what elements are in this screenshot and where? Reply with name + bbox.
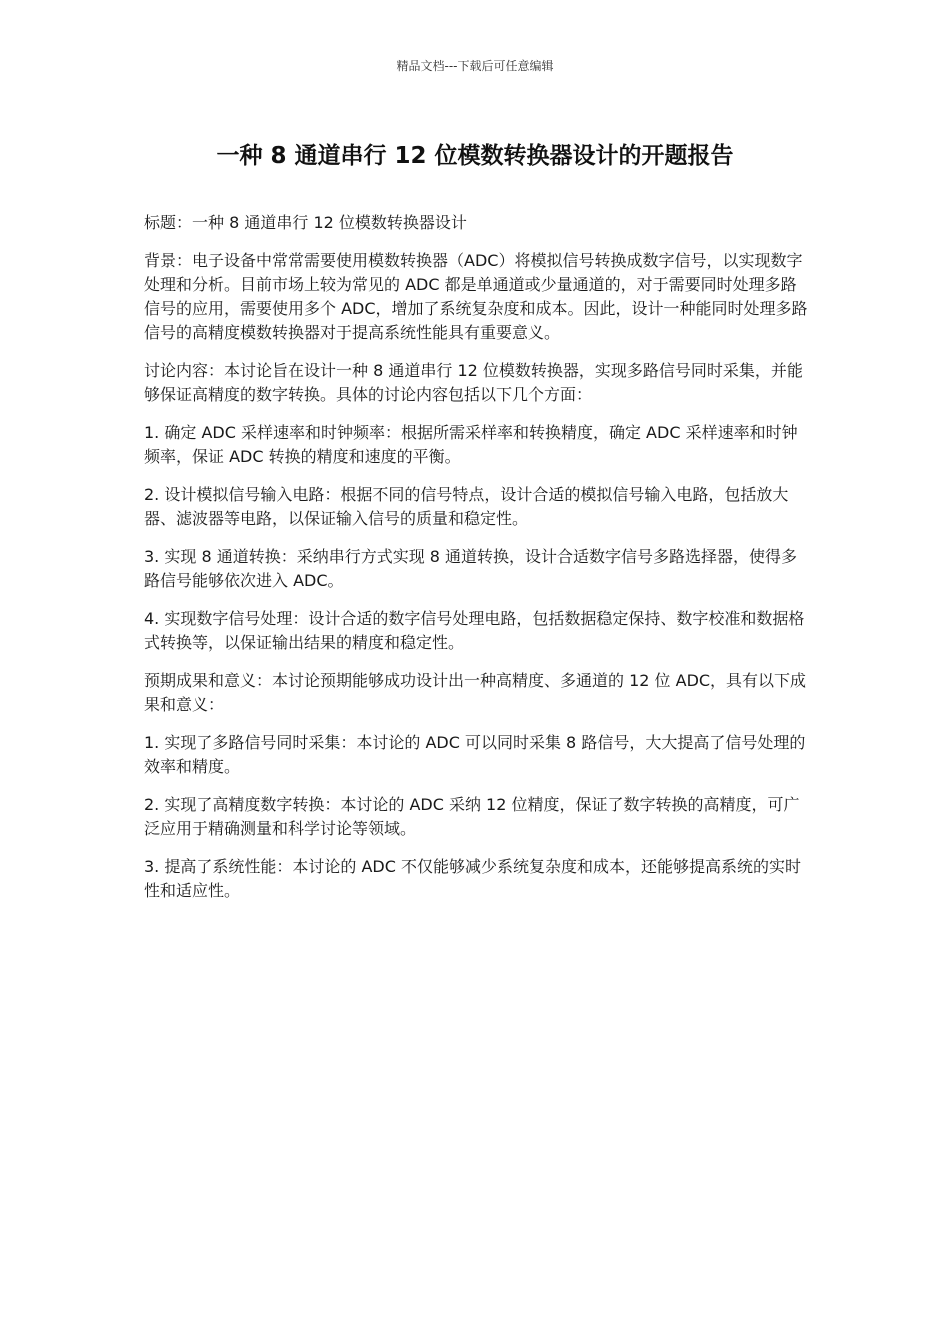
paragraph-item: 1. 实现了多路信号同时采集：本讨论的 ADC 可以同时采集 8 路信号，大大提高了信号处理的效率和精度。 — [144, 733, 806, 776]
document-body — [144, 211, 812, 917]
paragraph-item: 2. 实现了高精度数字转换：本讨论的 ADC 采纳 12 位精度，保证了数字转换的高精度，可广泛应用于精确测量和科学讨论等领域。 — [144, 795, 800, 838]
paragraph-background: 背景：电子设备中常常需要使用模数转换器（ADC）将模拟信号转换成数字信号，以实现数字处理和分析。目前市场上较为常见的 ADC 都是单通道或少量通道的，对于需要同时处理多路信号的应用，需要使用多个 ADC，增加了系统复杂度和成本。因此，设计一种能同时处理多路信号的高精度模数转换器对于提高系统性能具有重要意义。 — [144, 251, 808, 342]
paragraph-item: 1. 确定 ADC 采样速率和时钟频率：根据所需采样率和转换精度，确定 ADC 采样速率和时钟频率，保证 ADC 转换的精度和速度的平衡。 — [144, 423, 798, 466]
paragraph-item: 4. 实现数字信号处理：设计合适的数字信号处理电路，包括数据稳定保持、数字校准和数据格式转换等，以保证输出结果的精度和稳定性。 — [144, 609, 805, 652]
paragraph-item: 3. 实现 8 通道转换：采纳串行方式实现 8 通道转换，设计合适数字信号多路选择器，使得多路信号能够依次进入 ADC。 — [144, 547, 798, 590]
paragraph-item: 3. 提高了系统性能：本讨论的 ADC 不仅能够减少系统复杂度和成本，还能够提高系统的实时性和适应性。 — [144, 857, 801, 900]
paragraph-expected-results: 预期成果和意义：本讨论预期能够成功设计出一种高精度、多通道的 12 位 ADC，具有以下成果和意义： — [144, 671, 807, 714]
paragraph-item: 2. 设计模拟信号输入电路：根据不同的信号特点，设计合适的模拟信号输入电路，包括放大器、滤波器等电路，以保证输入信号的质量和稳定性。 — [144, 485, 789, 528]
header-note: 精品文档---下载后可任意编辑 — [396, 59, 554, 73]
document-title: 一种 8 通道串行 12 位模数转换器设计的开题报告 — [216, 143, 734, 169]
paragraph-subject: 标题：一种 8 通道串行 12 位模数转换器设计 — [144, 213, 467, 232]
paragraph-discussion: 讨论内容：本讨论旨在设计一种 8 通道串行 12 位模数转换器，实现多路信号同时采集，并能够保证高精度的数字转换。具体的讨论内容包括以下几个方面： — [144, 361, 803, 404]
